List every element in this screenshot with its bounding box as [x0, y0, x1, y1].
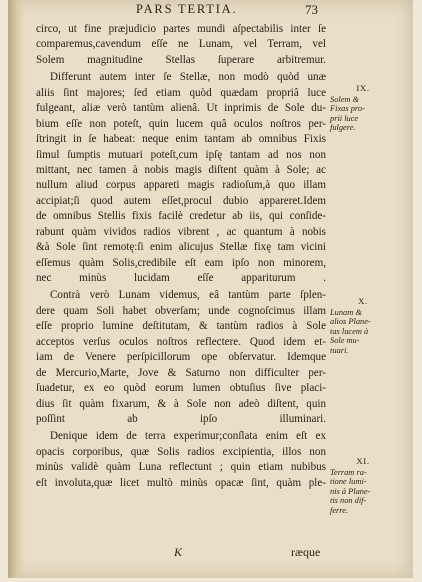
- text-line: ſuadetur, ex eo quòd eorum lumen obtuſius ſive placi-: [36, 382, 326, 395]
- marginal-note-line: tas lucem à: [330, 326, 369, 336]
- text-line: nec minùs lucidam eſſe appariturum .: [36, 272, 326, 284]
- text-line: minùs validè quàm Luna reflectunt ; quin etiam nubibus: [36, 461, 326, 474]
- catchword: ræque: [291, 545, 321, 559]
- text-line: fulgeant, aliæ verò tantùm alienâ. Ut inprimis de Sole du-: [36, 102, 326, 115]
- text-line: Contrà verò Lunam videmus, eâ tantùm parte ſplen-: [50, 289, 326, 302]
- paragraph: [36, 429, 326, 491]
- text-line: opacis corporibus, quæ Solis radios excipientia, illos non: [36, 445, 326, 458]
- text-line: circo, ut fine præjudicio partes mundi aſpectabilis inter ſe: [36, 23, 326, 35]
- text-line: de omnibus Stellis fixis facilè credetur ab iis, qui conſide-: [36, 210, 326, 223]
- text-line: &à Sole ſint remotę:ſi enim alicujus Stellæ fixę tam vicini: [36, 241, 326, 254]
- marginal-note: [330, 84, 396, 133]
- marginal-note-line: fulgere.: [330, 123, 356, 133]
- text-line: eſſemus quàm Solis,credibile eſt eam ipſo non minorem,: [36, 256, 326, 269]
- text-line: aliis ſint majores; ſed etiam quòd quædam propriâ luce: [36, 86, 326, 99]
- marginal-note-number: IX.: [356, 83, 370, 93]
- text-line: iam de Venere perſpicillorum ope obſervatur. Idemque: [36, 351, 326, 364]
- page-header: [8, 2, 412, 20]
- paragraph: [36, 22, 326, 68]
- text-line: Differunt autem inter ſe Stellæ, non modò quòd unæ: [50, 71, 326, 84]
- marginal-note-line: Solem &: [330, 94, 360, 104]
- text-line: mittant, nec tamen à nobis magis diſtent quàm à Sole; ac: [36, 163, 326, 176]
- text-line: ſimul ſumptis mutuari poteſt,cum ipſę tantam ad nos non: [36, 148, 326, 161]
- marginal-note-line: alios Plane-: [330, 317, 371, 327]
- text-line: eſſe proprio lumine deſtitutam, & tantùm radios à Sole: [36, 320, 326, 333]
- marginal-note: [330, 297, 396, 356]
- marginal-note-line: prii luce: [330, 113, 359, 123]
- marginal-note-line: Lunam &: [330, 307, 362, 317]
- paragraph: [36, 70, 326, 286]
- running-head: PARS TERTIA.: [136, 2, 238, 16]
- marginal-note-number: XI.: [356, 456, 370, 466]
- text-line: de Mercurio,Marte, Jove & Saturno non difficulter per-: [36, 366, 326, 379]
- marginal-note-line: Terram ra-: [330, 467, 367, 477]
- text-line: poſſint ab ipſo illuminari.: [36, 412, 326, 425]
- text-line: eſt involuta,quæ licet multò minùs opacæ ſint, quàm ple-: [36, 476, 326, 489]
- book-page: [8, 0, 413, 578]
- page-gutter: [8, 0, 24, 578]
- text-line: dius ſit quàm fixarum, & à Sole non adeò diſtent, quin: [36, 397, 326, 410]
- text-line: bium eſſe non poteſt, quin lucem quâ oculos noſtros per-: [36, 117, 326, 130]
- marginal-note-line: tuari.: [330, 345, 349, 355]
- signature-mark: K: [174, 545, 183, 559]
- marginal-note-line: tione lumi-: [330, 477, 367, 487]
- text-line: Solem magnitudine Stellas ſuperare arbitremur.: [36, 53, 326, 66]
- page-number: 73: [305, 2, 318, 17]
- text-line: rabunt quàm vividos radios vibrent , ac quantum à nobis: [36, 225, 326, 238]
- marginal-note-line: Sole mu-: [330, 336, 360, 346]
- text-line: accipiat;ſi quod autem eſſet,procul dubio appareret.Idem: [36, 194, 326, 207]
- marginal-note: [330, 457, 396, 516]
- text-line: acceptos verſus oculos noſtros reflectere. Quod idem et-: [36, 335, 326, 348]
- marginal-note-line: tis non dif-: [330, 496, 367, 506]
- marginal-note-line: Fixas pro-: [330, 104, 365, 114]
- marginal-note-line: ferre.: [330, 505, 349, 515]
- text-line: dere quam Soli habet obverſam; unde cognoſcimus illam: [36, 304, 326, 317]
- marginal-note-number: X.: [358, 296, 368, 306]
- text-line: nullum aliud corpus appareti magis radioſum,à quo illam: [36, 179, 326, 192]
- paragraph: [36, 288, 326, 427]
- text-line: ſtringit in ſe habeat: neque enim tantam ab omnibus Fixis: [36, 133, 326, 146]
- text-line: Denique idem de terra experimur;conſlata enim eſt ex: [50, 430, 326, 443]
- marginal-note-line: nis à Plane-: [330, 486, 371, 496]
- body-text: [36, 22, 326, 491]
- text-line: comparemus,cavendum eſſe ne Lunam, vel Terram, vel: [36, 38, 326, 51]
